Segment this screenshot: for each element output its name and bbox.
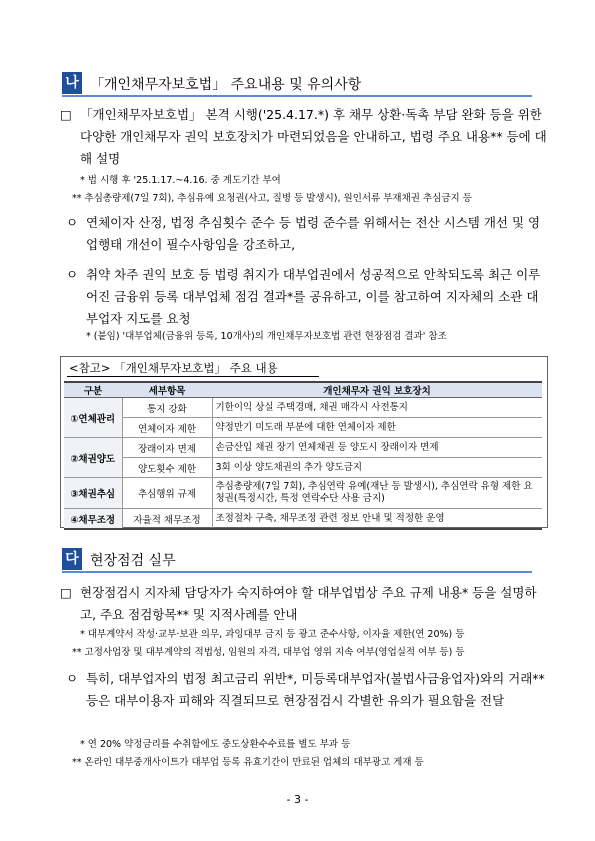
table-cell: 추심총량제(7일 7회), 추심연락 유예(재난 등 발생시), 추심연락 유형 제한 요청권(특정시간, 특정 연락수단 사용 금지) <box>212 478 542 509</box>
table-category-cell: ②채권양도 <box>64 438 122 478</box>
table-row <box>64 398 542 418</box>
table-cell: 통지 강화 <box>122 398 212 418</box>
footnote: ** 온라인 대부중개사이트가 대부업 등록 유효기간이 만료된 업체의 대부광고 게재 등 <box>72 757 424 768</box>
section-title: 「개인채무자보호법」 주요내용 및 유의사항 <box>90 77 362 93</box>
square-bullet-icon: □ <box>60 585 72 600</box>
bullet-text: 연체이자 산정, 법정 추심횟수 준수 등 법령 준수를 위해서는 전산 시스템 개선 및 영업행태 개선이 필수사항임을 강조하고, <box>86 215 541 252</box>
table-cell: 약정만기 미도래 부분에 대한 연체이자 제한 <box>212 418 542 438</box>
footnote: ** 고정사업장 및 대부계약의 적법성, 임원의 자격, 대부업 영위 지속 여부(영업실적 여부 등) 등 <box>72 647 465 658</box>
table-header-row <box>64 382 542 398</box>
table-cell: 기한이익 상실 주택경매, 채권 매각시 사전통지 <box>212 398 542 418</box>
page-number: - 3 - <box>286 793 309 806</box>
table-cell: 조정절차 구축, 채무조정 관련 정보 안내 및 적정한 운영 <box>212 509 542 530</box>
table-cell: 추심행위 규제 <box>122 478 212 509</box>
table-row <box>64 458 542 478</box>
table-cell: 연체이자 제한 <box>122 418 212 438</box>
table-category-cell: ④채무조정 <box>64 509 122 530</box>
reference-box <box>60 356 548 528</box>
reference-title: <참고> 「개인채무자보호법」 주요 내용 <box>69 361 278 375</box>
section-title: 현장점검 실무 <box>90 553 176 569</box>
section-underline <box>62 571 532 573</box>
circle-bullet-icon: ㅇ <box>66 215 79 230</box>
bullet-text: 특히, 대부업자의 법정 최고금리 위반*, 미등록대부업자(불법사금융업자)와의 거래** 등은 대부이용자 피해와 직결되므로 현장점검시 각별한 유의가 필요함을 전달 <box>86 671 545 708</box>
section-letter: 나 <box>62 72 82 94</box>
table-cell: 3회 이상 양도채권의 추가 양도금지 <box>212 458 542 478</box>
section-heading-na <box>62 72 532 94</box>
footnote: * (붙임) '대부업체(금융위 등록, 10개사)의 개인채무자보호법 관련 현장점검 결과' 참조 <box>86 331 447 342</box>
bullet-item-1 <box>60 104 550 170</box>
table-row <box>64 438 542 458</box>
table-cell: 양도횟수 제한 <box>122 458 212 478</box>
bullet-item-4 <box>60 582 550 626</box>
reference-title-underline <box>67 376 319 377</box>
table-row <box>64 509 542 530</box>
table-row <box>64 418 542 438</box>
table-header: 세부항목 <box>122 382 212 398</box>
table-category-cell: ①연체관리 <box>64 398 122 438</box>
bullet-text: 「개인채무자보호법」 본격 시행('25.4.17.*) 후 채무 상환·독촉 부담 완화 등을 위한 다양한 개인채무자 권익 보호장치가 마련되었음을 안내하고, 법령 주요 내용** 등에 대해 설명 <box>80 107 547 166</box>
table-row <box>64 478 542 509</box>
bullet-item-3 <box>66 264 550 330</box>
table-cell: 장래이자 면제 <box>122 438 212 458</box>
footnote: ** 추심총량제(7일 7회), 추심유예 요청권(사고, 질병 등 발생시), 원인서류 부재채권 추심금지 등 <box>72 193 472 204</box>
section-heading-da <box>62 548 532 570</box>
footnote: * 연 20% 약정금리를 수취함에도 중도상환수수료를 별도 부과 등 <box>80 739 351 750</box>
reference-table <box>64 381 542 530</box>
circle-bullet-icon: ㅇ <box>66 671 79 686</box>
table-category-cell: ③채권추심 <box>64 478 122 509</box>
bullet-item-2 <box>66 212 550 256</box>
table-header: 구분 <box>64 382 122 398</box>
bullet-text: 취약 차주 권익 보호 등 법령 취지가 대부업권에서 성공적으로 안착되도록 최근 이루어진 금융위 등록 대부업체 점검 결과*를 공유하고, 이를 참고하여 지자체의 소관 대부업자 지도를 요청 <box>86 267 541 326</box>
section-letter: 다 <box>62 548 82 570</box>
footnote: * 법 시행 후 '25.1.17.~4.16. 중 계도기간 부여 <box>80 175 281 186</box>
bullet-text: 현장점검시 지자체 담당자가 숙지하여야 할 대부업법상 주요 규제 내용* 등을 설명하고, 주요 점검항목** 및 지적사례를 안내 <box>80 585 537 622</box>
footnote: * 대부계약서 작성·교부·보관 의무, 과잉대부 금지 등 광고 준수사항, 이자율 제한(연 20%) 등 <box>80 629 465 640</box>
bullet-item-5 <box>66 668 550 712</box>
square-bullet-icon: □ <box>60 107 72 122</box>
section-underline <box>62 95 532 97</box>
circle-bullet-icon: ㅇ <box>66 267 79 282</box>
table-cell: 자율적 채무조정 <box>122 509 212 530</box>
table-cell: 손금산입 채권 장기 연체채권 등 양도시 장래이자 면제 <box>212 438 542 458</box>
table-header: 개인채무자 권익 보호장치 <box>212 382 542 398</box>
